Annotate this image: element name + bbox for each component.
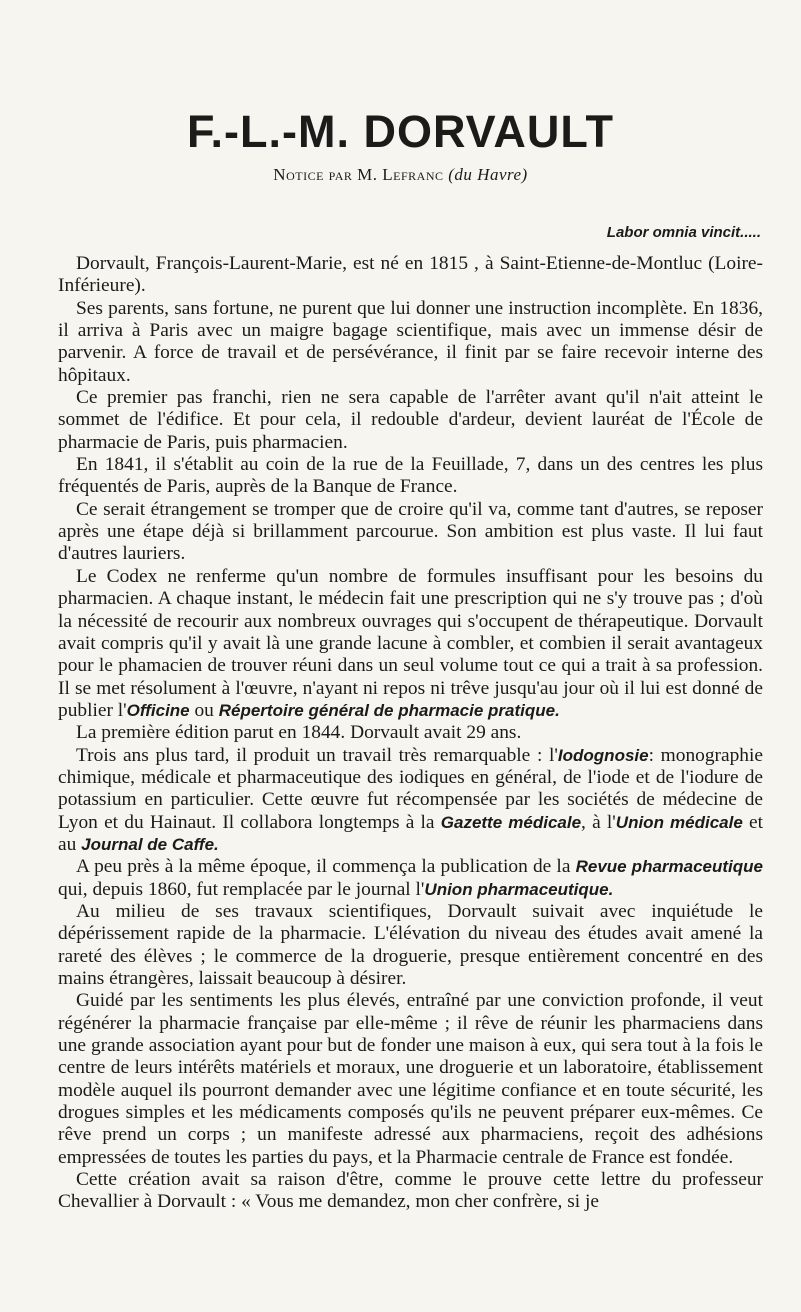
officine-subtitle: Répertoire général de pharmacie pratique. (218, 700, 560, 720)
paragraph-9 (58, 856, 763, 901)
article-body (58, 253, 763, 1214)
paragraph-8-text: Trois ans plus tard, il produit un travail très remarquable : l' (76, 744, 558, 766)
paragraph-6 (58, 566, 763, 722)
revue-pharmaceutique: Revue pharmaceutique (575, 857, 763, 877)
iodognosie-rest: : monographie chimique, médicale et pharmaceutique des iodiques en général, de l'iode et de l'iodure de potassium en particulier. Cette œuvre fut récompensée par les sociétés de médecine de Lyon et du Hainaut. Il collabora longtemps à la (58, 744, 763, 833)
journal-caffe: Journal de Caffe. (81, 834, 219, 854)
paragraph-2: Ses parents, sans fortune, ne purent que lui donner une instruction incomplète. En 1836, il arriva à Paris avec un maigre bagage scientifique, mais avec un immense désir de parvenir. A force de travail et de persévérance, il finit par se faire recevoir interne des hôpitaux. (58, 297, 763, 386)
notice-prefix: Notice par M. Lefranc (273, 165, 444, 184)
paragraph-5: Ce serait étrangement se tromper que de croire qu'il va, comme tant d'autres, se reposer après une étape déjà si brillamment parcourue. Son ambition est plus vaste. Il lui faut d'autres lauriers. (58, 498, 763, 565)
separator-2: et au (58, 811, 764, 855)
paragraph-3: Ce premier pas franchi, rien ne sera capable de l'arrêter avant qu'il n'ait atteint le sommet de l'édifice. Et pour cela, il redouble d'ardeur, devient lauréat de l'École de pharmacie de Paris, puis pharmacien. (58, 387, 763, 453)
paragraph-10: Au milieu de ses travaux scientifiques, Dorvault suivait avec inquiétude le dépérissement rapide de la pharmacie. L'élévation du niveau des études avait amené la rareté des élèves ; le commerce de la droguerie, presque entièrement concentré en des mains étrangères, laissait beaucoup à désirer. (58, 900, 763, 989)
revue-rest: qui, depuis 1860, fut remplacée par le journal l' (58, 878, 425, 900)
officine-or: ou (189, 699, 219, 721)
union-pharmaceutique: Union pharmaceutique. (424, 879, 614, 899)
epigraph-motto: Labor omnia vincit..... (606, 224, 761, 241)
paragraph-4: En 1841, il s'établit au coin de la rue de la Feuillade, 7, dans un des centres les plus fréquentés de Paris, auprès de la Banque de France. (58, 454, 763, 498)
union-medicale: Union médicale (615, 812, 743, 832)
paragraph-9-text: A peu près à la même époque, il commença la publication de la (76, 856, 576, 878)
notice-place: (du Havre) (448, 165, 528, 184)
iodognosie-title: Iodognosie (557, 745, 649, 765)
gazette-medicale: Gazette médicale (440, 812, 582, 832)
paragraph-6-text: Le Codex ne renferme qu'un nombre de formules insuffisant pour les besoins du pharmacien. A chaque instant, le médecin fait une prescription qui ne s'y trouve pas ; d'où la nécessité de recourir aux nombreux ouvrages qui s'occupent de thérapeutique. Dorvault avait compris qu'il y avait là une grande lacune à combler, et combien il serait avantageux pour le phamacien de trouver réuni dans un seul volume tout ce qui a trait à sa profession. Il se met résolument à l'œuvre, n'ayant ni repos ni trêve jusqu'au jour où il lui est donné de publier l' (58, 565, 763, 721)
paragraph-7: La première édition parut en 1844. Dorvault avait 29 ans. (76, 722, 522, 744)
paragraph-1: Dorvault, François-Laurent-Marie, est né en 1815 , à Saint-Etienne-de-Montluc (Loire-Inférieure). (58, 253, 763, 297)
paragraph-8 (58, 745, 763, 857)
separator-1: , à l' (581, 811, 616, 833)
paragraph-12: Cette création avait sa raison d'être, comme le prouve cette lettre du professeur Chevallier à Dorvault : « Vous me demandez, mon cher confrère, si je (58, 1169, 763, 1213)
paragraph-11: Guidé par les sentiments les plus élevés, entraîné par une conviction profonde, il veut régénérer la pharmacie française par elle-même ; il rêve de réunir les pharmaciens dans une grande association ayant pour but de fonder une maison à eux, qui sera tout à la fois le centre de leurs intérêts matériels et moraux, une droguerie et un laboratoire, établissement modèle auquel ils pourront demander avec une légitime confiance et en toute sécurité, les drogues simples et les médicaments composés qu'ils ne peuvent préparer eux-mêmes. Ce rêve prend un corps ; un manifeste adressé aux pharmaciens, reçoit des adhésions empressées de toutes les parties du pays, et la Pharmacie centrale de France est fondée. (58, 990, 763, 1168)
author-notice (0, 165, 801, 185)
officine-title: Officine (126, 700, 190, 720)
page-title: F.-L.-M. DORVAULT (187, 106, 614, 157)
